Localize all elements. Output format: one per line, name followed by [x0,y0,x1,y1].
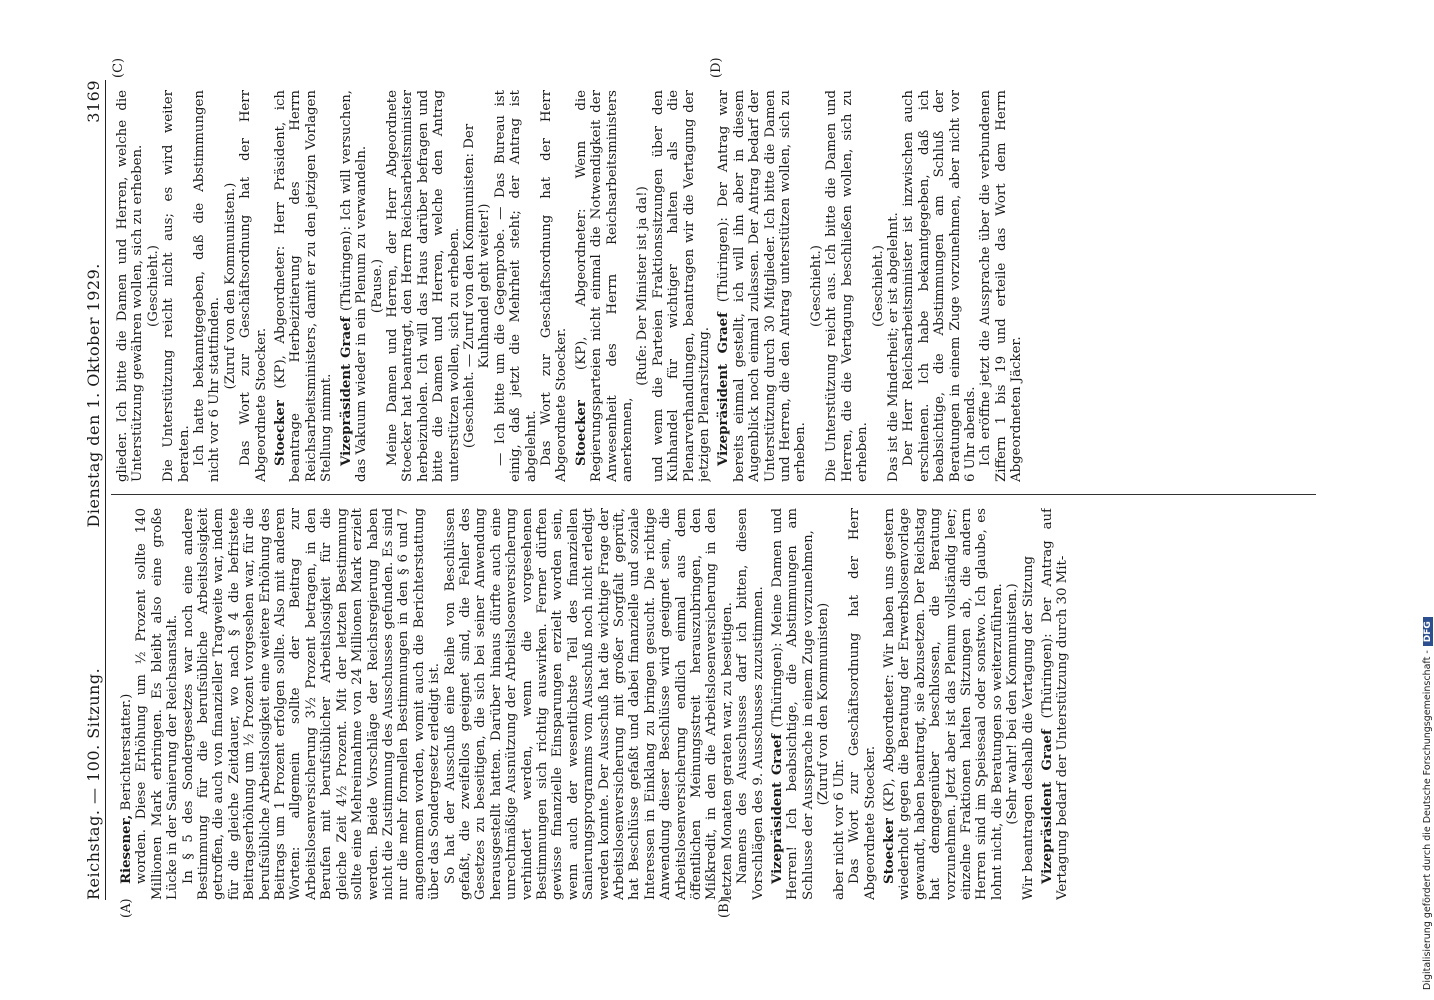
paragraph [273,90,335,482]
speaker-name: Stoecker [273,400,289,466]
paragraph [181,508,443,900]
paragraph [735,508,766,900]
paragraph-text: So hat der Ausschuß eine Reihe von Beschlüssen gefaßt, die zweifellos geeignet sind, die Fehler des Gesetzes zu beseitigen, die sich bei seiner Anwendung herausgestellt hatten. Darüber hinaus dürfte auch eine unrechtmäßige Ausnützung der Arbeitslosenversicherung verhindert werden, wenn die vorgesehenen Bestimmungen sich richtig auswirken. Ferner dürften gewisse finanzielle Einsparungen erzielt worden sein, wenn auch der wesentlichste Teil des finanziellen Sanierungsprogramms vom Ausschuß noch nicht erledigt werden konnte. Der Ausschuß hat die wichtige Frage der Arbeitslosenversicherung mit großer Sorgfalt geprüft, hat Beschlüsse gefaßt und dabei finanzielle und soziale Interessen in Einklang zu bringen gesucht. Die richtige Anwendung dieser Beschlüsse wird geeignet sein, die Arbeitslosenversicherung endlich einmal aus dem öffentlichen Meinungsstreit herauszubringen, den Mißkredit, in den die Arbeitslosenversicherung in den letzten Monaten geraten war, zu beseitigen. [442,508,735,900]
paragraph [134,508,180,900]
paragraph-text: aber nicht vor 6 Uhr. [831,759,847,900]
paragraph-text: (Zuruf von den Kommunisten) [816,602,832,806]
dfg-logo: DFG [1423,617,1433,646]
paragraph-text: Der Herr Reichsarbeitsminister ist inzwischen auch erschienen. Ich habe bekanntgegeben, daß ich beabsichtige, die Abstimmungen am Schluß der Beratungen in einem Zuge vorzunehmen, aber nicht vor 6 Uhr abends. [901,90,978,482]
paragraph [115,90,146,482]
header-date: Dienstag den 1. Oktober 1929. [84,263,103,528]
paragraph [493,90,539,482]
paragraph-text: (Pause.) [369,258,385,314]
speaker-name: Riesener, [119,814,134,884]
paragraph [635,90,650,482]
paragraph [238,90,269,482]
paragraph [824,90,870,482]
paragraph [223,90,238,482]
header-rule [105,80,106,900]
paragraph-text: Das Wort zur Geschäftsordnung hat der Herr Abgeordnete Stoecker. [238,90,269,482]
paragraph-text: und wenn die Parteien Fraktionssitzungen über den Kuhhandel für wichtiger halten als die Plenarverhandlungen, beantragen wir die Vertagung der jetzigen Plenarsitzung. [650,90,713,482]
paragraph-text: Namens des Ausschusses darf ich bitten, diesen Vorschlägen des 9. Ausschusses zuzustimmen. [735,508,766,900]
margin-letter-c: (C) [111,57,126,78]
paragraph [978,90,1024,482]
paragraph [462,90,493,482]
paragraph-text: (Zuruf von den Kommunisten.) [222,182,238,390]
paragraph [716,90,808,482]
paragraph [809,90,824,482]
paragraph-text: Berichterstatter.) [119,693,134,811]
margin-letter-b: (B) [717,898,732,918]
paragraph-text: (Rufe: Der Minister ist ja da!) [635,186,651,386]
paragraph [832,508,847,900]
paragraph [1021,508,1036,900]
paragraph [886,90,901,482]
paragraph [443,508,736,900]
paragraph-text: Das Wort zur Geschäftsordnung hat der Herr Abgeordnete Stoecker. [538,90,570,482]
speaker-name: Stoecker [881,818,897,884]
paragraph-text: Das Wort zur Geschäftsordnung hat der Herr Abgeordnete Stoecker. [847,508,878,900]
paragraph [192,90,223,482]
paragraph-text: (Sehr wahr! bei den Kommunisten.) [1005,583,1021,825]
speaker-name: Vizepräsident Graef [338,316,354,466]
paragraph-text: Die Unterstützung reicht nicht aus; es wird weiter beraten. [161,90,192,482]
paragraph-text: (Thüringen): Der Antrag auf Vertagung bedarf der Unterstützung durch 30 Mit- [1039,508,1071,900]
paragraph [339,90,370,482]
paragraph-text: worden. Diese Erhöhung um ½ Prozent sollte 140 Millionen Mark erbringen. Es bleibt also eine große Lücke in der Sanierung der Reichsanstalt. [134,508,181,900]
paragraph-text: (Thüringen): Der Antrag war bereits einmal gestellt, ich will ihn aber in diesem Augenblick noch einmal zulassen. Der Antrag bedarf der Unterstützung durch 30 Mitglieder. Ich bitte die Damen und Herren, die den Antrag unterstützen wollen, sich zu erheben. [716,90,809,482]
paragraph-text: — Ich bitte um die Gegenprobe. — Das Bureau ist einig, daß jetzt die Mehrheit steht; der Antrag ist abgelehnt. [492,90,539,482]
paragraph [882,508,1005,900]
paragraph-text: (KP), Abgeordneter: Wenn die Regierungsparteien nicht einmal die Notwendigkeit der Anwesenheit des Herrn Reichsarbeitsministers anerkennen, [573,90,635,482]
paragraph-text: glieder. Ich bitte die Damen und Herren, welche die Unterstützung gewähren wollen, sich zu erheben. [115,90,146,482]
page-header [77,80,103,900]
paragraph [119,508,134,900]
paragraph [574,90,636,482]
paragraph-text: Die Unterstützung reicht aus. Ich bitte die Damen und Herren, die die Vertagung beschließen wollen, sich zu erheben. [824,90,871,482]
paragraph-text: (Thüringen): Meine Damen und Herren! Ich beabsichtige, die Abstimmungen am Schlusse der Aussprache in einem Zuge vorzunehmen, [770,508,816,900]
paragraph-text: (Geschieht.) [145,245,161,327]
paragraph [1005,508,1020,900]
paragraph-text: Wir beantragen deshalb die Vertagung der Sitzung [1020,555,1036,900]
speaker-name: Vizepräsident Graef [1039,729,1055,884]
paragraph [847,508,878,900]
margin-letter-d: (D) [709,57,724,78]
paragraph-text: (KP), Abgeordneter: Herr Präsident, ich beantrage Herbeizitierung des Herrn Reichsarbeitsministers, damit er zu den jetzigen Vorlagen Stellung nimmt. [273,90,335,482]
digitization-credit [1422,10,1434,990]
speaker-name: Vizepräsident Graef [716,312,732,466]
speaker-name: Stoecker [573,400,589,466]
page-number: 3169 [84,80,103,123]
paragraph-text: (KP), Abgeordneter: Wir haben uns gestern wiederholt gegen die Beratung der Erwerbslosenvorlage gewandt, haben beantragt, sie abzusetzen. Der Reichstag hat demgegenüber beschlossen, die Beratung vorzunehmen. Jetzt aber ist das Plenum vollständig leer; einzelne Fraktionen halten Sitzungen ab, die andern Herren sind im Speisesaal oder sonstwo. Ich glaube, es lohnt nicht, die Beratungen so weiterzuführen. [881,508,1005,900]
column-divider [111,494,1316,495]
right-column [115,90,1315,482]
rotated-page [77,57,1327,918]
left-column [115,508,1315,900]
paragraph [146,90,161,482]
paragraph-text: Das ist die Minderheit; er ist abgelehnt. [885,212,901,482]
margin-letter-a: (A) [119,898,134,918]
paragraph [651,90,713,482]
paragraph [871,90,886,482]
speaker-name: Vizepräsident Graef [770,733,786,884]
paragraph [539,90,570,482]
paragraph-text: (Geschieht.) [808,245,824,327]
paragraph [370,90,385,482]
paragraph-text: Ich hatte bekanntgegeben, daß die Abstimmungen nicht vor 6 Uhr stattfinden. [192,90,223,482]
paragraph [901,90,978,482]
header-left: Reichstag. — 100. Sitzung. [84,667,103,900]
credit-text: Digitalisierung gefördert durch die Deutsche Forschungsgemeinschaft - [1422,650,1433,990]
paragraph [816,508,831,900]
paragraph [770,508,816,900]
paragraph-text: (Thüringen): Ich will versuchen, das Vakuum wieder in ein Plenum zu verwandeln. [338,90,370,482]
paragraph-text: Ich eröffne jetzt die Aussprache über die verbundenen Ziffern 1 bis 19 und erteile das Wort dem Herrn Abgeordneten Jäcker. [978,90,1025,482]
paragraph [161,90,192,482]
paragraph-text: In § 5 des Sondergesetzes war noch eine andere Bestimmung für die berufsübliche Arbeitslosigkeit getroffen, die auch von finanzieller Tragweite war, indem für die gleiche Zeitdauer, wo nach § 4 die befristete Beitragserhöhung um ½ Prozent vorgesehen war, für die berufsübliche Arbeitslosigkeit eine weitere Erhöhung des Beitrags um 1 Prozent erfolgen sollte. Also mit anderen Worten: allgemein sollte der Beitrag zur Arbeitslosenversicherung 3½ Prozent betragen, in den Berufen mit berufsüblicher Arbeitslosigkeit für die gleiche Zeit 4½ Prozent. Mit der letzten Bestimmung sollte eine Mehreinnahme von 24 Millionen Mark erzielt werden. Beide Vorschläge der Reichsregierung haben nicht die Zustimmung des Ausschusses gefunden. Es sind nur die mehr formellen Bestimmungen in den § 6 und 7 angenommen worden, womit auch die Berichterstattung über das Sondergesetz erledigt ist. [180,508,443,900]
paragraph [385,90,462,482]
paragraph [1040,508,1071,900]
paragraph-text: (Geschieht. — Zuruf von den Kommunisten: Der Kuhhandel geht weiter!) [461,123,493,449]
paragraph-text: (Geschieht.) [870,245,886,327]
paragraph-text: Meine Damen und Herren, der Herr Abgeordnete Stoecker hat beantragt, den Herrn Reichsarbeitsminister herbeizuholen. Ich will das Haus darüber befragen und bitte die Damen und Herren, welche den Antrag unterstützen wollen, sich zu erheben. [384,90,462,482]
